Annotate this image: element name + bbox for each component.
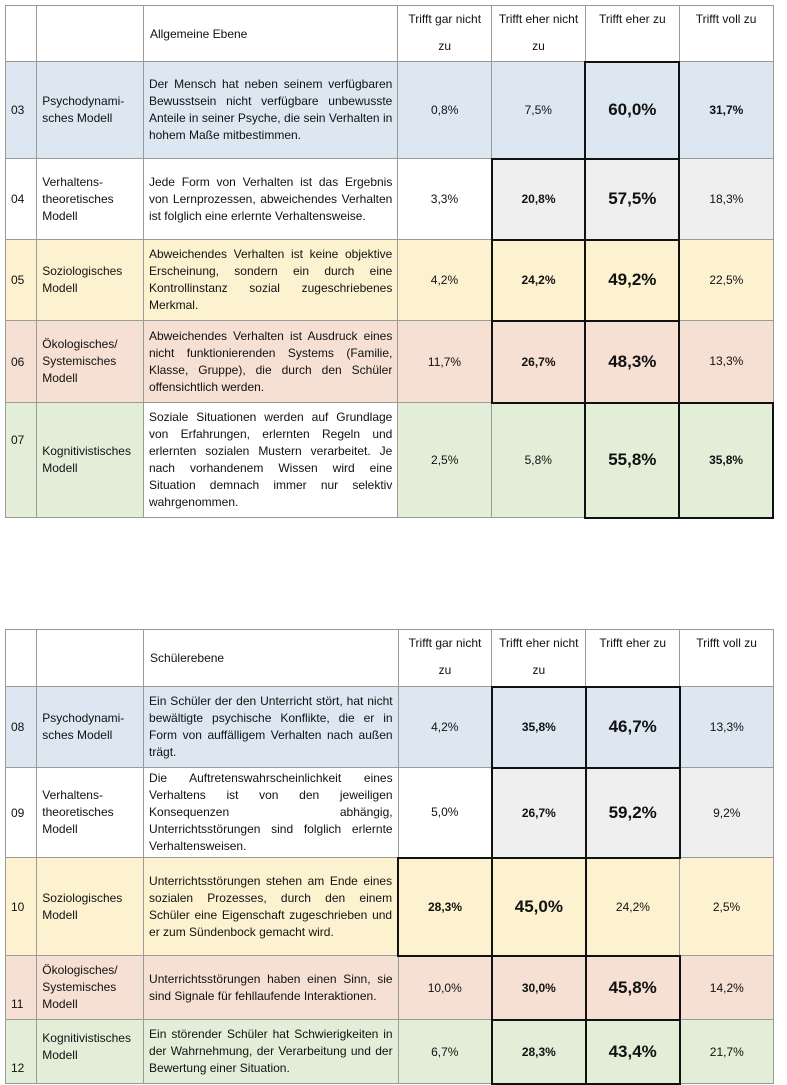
statement-text: Die Auftretenswahrscheinlichkeit eines Verhaltens ist von den jeweiligen Konsequenzen abhängig, Unterrichtsstörungen sind folglich erlernte Verhaltensweisen. [144,768,399,858]
value-cell: 24,2% [492,240,586,321]
value-cell: 30,0% [492,956,586,1020]
model-name: Kognitivistisches Modell [37,1020,144,1084]
value-cell: 0,8% [398,62,492,159]
item-number: 12 [6,1020,37,1084]
item-number: 11 [6,956,37,1020]
header-row [6,630,774,687]
value-cell: 28,3% [492,1020,586,1084]
item-number: 05 [6,240,37,321]
value-cell: 14,2% [680,956,774,1020]
statement-text: Jede Form von Verhalten ist das Ergebnis von Lernprozessen, abweichendes Verhalten ist folglich eine erlernte Verhaltensweise. [143,159,397,240]
statement-text: Ein Schüler der den Unterricht stört, hat nicht bewältigte psychische Konflikte, die er in Form von auffälligem Verhalten nach außen trägt. [144,687,399,768]
model-name: Psychodynami-sches Modell [37,687,144,768]
item-number: 04 [6,159,37,240]
table-row [6,159,774,240]
column-header: Trifft voll zu [679,6,773,62]
value-cell: 9,2% [680,768,774,858]
item-number: 08 [6,687,37,768]
value-cell: 31,7% [679,62,773,159]
value-cell: 26,7% [492,768,586,858]
table-row [6,321,774,403]
item-number: 03 [6,62,37,159]
value-cell: 49,2% [585,240,679,321]
column-header: Trifft gar nicht zu [398,630,492,687]
table-row [6,956,774,1020]
model-name: Ökologisches/ Systemisches Modell [37,956,144,1020]
column-header: Trifft eher nicht zu [492,630,586,687]
value-cell: 45,0% [492,858,586,956]
value-cell: 18,3% [679,159,773,240]
model-name: Psychodynami-sches Modell [37,62,144,159]
value-cell: 55,8% [585,403,679,518]
value-cell: 2,5% [680,858,774,956]
value-cell: 4,2% [398,687,492,768]
model-name: Verhaltens-theoretisches Modell [37,159,144,240]
level-header: Schülerebene [144,630,399,687]
column-header: Trifft gar nicht zu [398,6,492,62]
empty-header-cell [6,630,37,687]
table-row [6,687,774,768]
column-header: Trifft eher nicht zu [492,6,586,62]
item-number: 07 [6,403,37,518]
column-header: Trifft eher zu [586,630,680,687]
value-cell: 6,7% [398,1020,492,1084]
value-cell: 26,7% [492,321,586,403]
model-name: Soziologisches Modell [37,240,144,321]
value-cell: 11,7% [398,321,492,403]
value-cell: 21,7% [680,1020,774,1084]
statement-text: Abweichendes Verhalten ist keine objektive Erscheinung, sondern ein durch eine Kontrollinstanz sozial zugeschriebenes Merkmal. [143,240,397,321]
statement-text: Der Mensch hat neben seinem verfügbaren Bewusstsein nicht verfügbare unbewusste Anteile in seiner Psyche, die sein Verhalten in hohem Maße mitbestimmen. [143,62,397,159]
value-cell: 45,8% [586,956,680,1020]
value-cell: 24,2% [586,858,680,956]
table-row [6,768,774,858]
value-cell: 20,8% [492,159,586,240]
empty-header-cell [37,6,144,62]
table-row [6,62,774,159]
statement-text: Unterrichtsstörungen stehen am Ende eines sozialen Prozesses, durch den einem Schüler eine Eigenschaft zugeschrieben und er zum Sündenbock gemacht wird. [144,858,399,956]
statement-text: Soziale Situationen werden auf Grundlage von Erfahrungen, erlernten Regeln und erlernten sozialen Mustern verarbeitet. Je nach vorhandenem Wissen wird eine Situation demnach immer nur selektiv wahrgenommen. [143,403,397,518]
value-cell: 2,5% [398,403,492,518]
empty-header-cell [6,6,37,62]
model-name: Ökologisches/ Systemisches Modell [37,321,144,403]
value-cell: 10,0% [398,956,492,1020]
model-name: Kognitivistisches Modell [37,403,144,518]
value-cell: 46,7% [586,687,680,768]
value-cell: 3,3% [398,159,492,240]
survey-table-general [5,5,774,519]
value-cell: 5,0% [398,768,492,858]
value-cell: 5,8% [492,403,586,518]
model-name: Verhaltens-theoretisches Modell [37,768,144,858]
table-row [6,240,774,321]
value-cell: 22,5% [679,240,773,321]
value-cell: 7,5% [492,62,586,159]
table-row [6,403,774,518]
statement-text: Ein störender Schüler hat Schwierigkeiten in der Wahrnehmung, der Verarbeitung und der Bewertung einer Situation. [144,1020,399,1084]
item-number: 06 [6,321,37,403]
statement-text: Unterrichtsstörungen haben einen Sinn, sie sind Signale für fehllaufende Interaktionen. [144,956,399,1020]
table-row [6,858,774,956]
value-cell: 13,3% [679,321,773,403]
survey-table-student [5,629,774,1085]
value-cell: 48,3% [585,321,679,403]
value-cell: 4,2% [398,240,492,321]
statement-text: Abweichendes Verhalten ist Ausdruck eines nicht funktionierenden Systems (Familie, Klasse, Gruppe), die durch den Schüler offensichtlich werden. [143,321,397,403]
value-cell: 60,0% [585,62,679,159]
column-header: Trifft eher zu [585,6,679,62]
model-name: Soziologisches Modell [37,858,144,956]
item-number: 10 [6,858,37,956]
table-row [6,1020,774,1084]
value-cell: 13,3% [680,687,774,768]
empty-header-cell [37,630,144,687]
value-cell: 35,8% [492,687,586,768]
item-number: 09 [6,768,37,858]
value-cell: 57,5% [585,159,679,240]
header-row [6,6,774,62]
value-cell: 59,2% [586,768,680,858]
level-header: Allgemeine Ebene [143,6,397,62]
column-header: Trifft voll zu [680,630,774,687]
value-cell: 35,8% [679,403,773,518]
value-cell: 28,3% [398,858,492,956]
value-cell: 43,4% [586,1020,680,1084]
